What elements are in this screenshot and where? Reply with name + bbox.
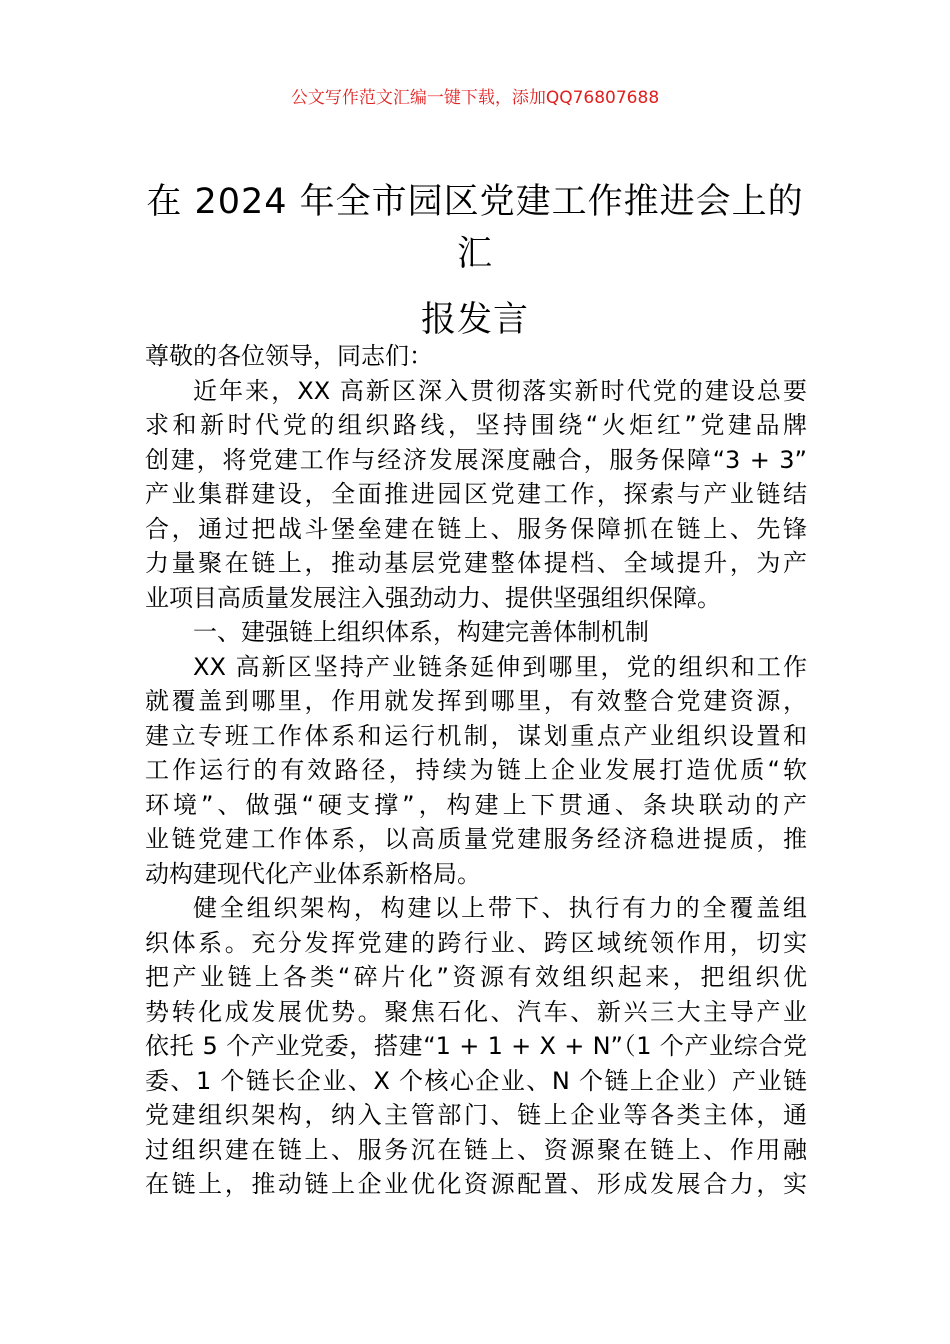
paragraph-organization: [145, 891, 807, 1202]
text-line: 依托 5 个产业党委，搭建“1 + 1 + X + N”（1 个产业综合党: [145, 1032, 807, 1060]
document-body: [145, 339, 807, 1202]
paragraph-intro: [145, 374, 807, 616]
text-line: 就覆盖到哪里，作用就发挥到哪里，有效整合党建资源，: [145, 687, 807, 715]
watermark-banner: 公文写作范文汇编一键下载，添加QQ76807688: [290, 88, 660, 108]
text-line: 业项目高质量发展注入强劲动力、提供坚强组织保障。: [145, 583, 721, 612]
text-line: 党建组织架构，纳入主管部门、链上企业等各类主体，通: [145, 1101, 807, 1129]
text-line: 创建，将党建工作与经济发展深度融合，服务保障“3 + 3”: [145, 445, 807, 474]
paragraph-section-1: [145, 650, 807, 892]
document-title: [140, 176, 810, 346]
text-line: 健全组织架构，构建以上带下、执行有力的全覆盖组: [193, 894, 807, 922]
salutation: 尊敬的各位领导，同志们：: [145, 342, 433, 370]
text-line: 业链党建工作体系，以高质量党建服务经济稳进提质，推: [145, 825, 807, 853]
text-line: 在链上，推动链上企业优化资源配置、形成发展合力，实: [145, 1170, 807, 1198]
text-line: 近年来，XX 高新区深入贯彻落实新时代党的建设总要: [193, 376, 807, 405]
text-line: 环境”、做强“硬支撑”，构建上下贯通、条块联动的产: [145, 790, 807, 819]
title-line-1: 在 2024 年全市园区党建工作推进会上的汇: [146, 182, 804, 274]
text-line: 建立专班工作体系和运行机制，谋划重点产业组织设置和: [145, 721, 807, 750]
text-line: 求和新时代党的组织路线，坚持围绕“火炬红”党建品牌: [145, 411, 807, 439]
text-line: 工作运行的有效路径，持续为链上企业发展打造优质“软: [145, 756, 807, 784]
title-line-2: 报发言: [420, 300, 529, 340]
text-line: 织体系。充分发挥党建的跨行业、跨区域统领作用，切实: [145, 928, 807, 957]
text-line: 势转化成发展优势。聚焦石化、汽车、新兴三大主导产业: [145, 997, 807, 1026]
text-line: 把产业链上各类“碎片化”资源有效组织起来，把组织优: [145, 963, 807, 991]
text-line: 力量聚在链上，推动基层党建整体提档、全域提升，为产: [145, 549, 807, 577]
text-line: 合，通过把战斗堡垒建在链上、服务保障抓在链上、先锋: [145, 514, 807, 543]
text-line: 动构建现代化产业体系新格局。: [145, 859, 481, 888]
text-line: 产业集群建设，全面推进园区党建工作，探索与产业链结: [145, 480, 807, 508]
text-line: 过组织建在链上、服务沉在链上、资源聚在链上、作用融: [145, 1135, 807, 1164]
text-line: 委、1 个链长企业、X 个核心企业、N 个链上企业）产业链: [145, 1066, 807, 1095]
section-heading: 一、建强链上组织体系，构建完善体制机制: [193, 618, 649, 646]
section-heading-1: [145, 615, 807, 650]
text-line: XX 高新区坚持产业链条延伸到哪里，党的组织和工作: [193, 652, 807, 681]
